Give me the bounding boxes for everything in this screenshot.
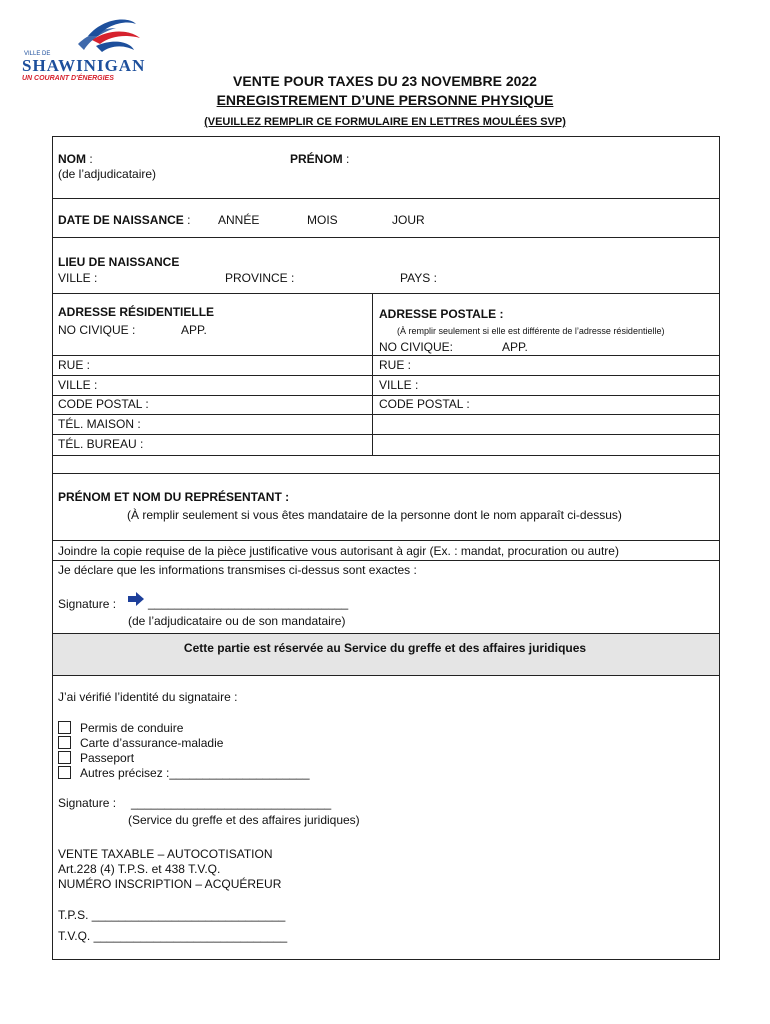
mois-field[interactable]: MOIS [307,213,338,227]
tax-line-1: VENTE TAXABLE – AUTOCOTISATION [58,847,273,861]
tvq-field[interactable]: T.V.Q. _____________________________ [58,929,288,943]
logo-tagline: UN COURANT D'ÉNERGIES [22,75,114,82]
permis-checkbox[interactable] [58,721,71,734]
postal-no-civique-field[interactable]: NO CIVIQUE: [379,340,454,354]
residential-title: ADRESSE RÉSIDENTIELLE [58,305,215,319]
verified-label: J’ai vérifié l’identité du signataire : [58,690,238,704]
logo-ville-de: VILLE DE [24,51,51,57]
form-title: VENTE POUR TAXES DU 23 NOVEMBRE 2022 [233,73,537,89]
birthdate-field[interactable]: DATE DE NAISSANCE : [58,213,191,227]
reserved-banner: Cette partie est réservée au Service du greffe et des affaires juridiques [183,641,587,655]
nom-note: (de l’adjudicataire) [58,167,157,181]
postal-code-postal-field[interactable]: CODE POSTAL : [379,397,470,411]
representative-note: (À remplir seulement si vous êtes mandataire de la personne dont le nom apparaît ci-dessus) [127,508,622,522]
res-app-field[interactable]: APP. [181,323,207,337]
res-rue-field[interactable]: RUE : [58,358,91,372]
postal-title: ADRESSE POSTALE : [379,307,504,321]
res-no-civique-field[interactable]: NO CIVIQUE : [58,323,136,337]
res-ville-field[interactable]: VILLE : [58,378,98,392]
signature-line[interactable]: ______________________________ [148,596,349,610]
logo-name: SHAWINIGAN [22,56,146,75]
service-signature-note: (Service du greffe et des affaires juridiques) [128,813,360,827]
postal-ville-field[interactable]: VILLE : [379,378,419,392]
birthplace-label: LIEU DE NAISSANCE [58,255,180,269]
jour-field[interactable]: JOUR [392,213,425,227]
assurance-maladie-label: Carte d’assurance-maladie [80,736,224,750]
postal-app-field[interactable]: APP. [502,340,528,354]
annee-field[interactable]: ANNÉE [218,213,260,227]
permis-label: Permis de conduire [80,721,184,735]
nom-field[interactable]: NOM : [58,152,93,166]
postal-rue-field[interactable]: RUE : [379,358,412,372]
autres-checkbox[interactable] [58,766,71,779]
form-subtitle: ENREGISTREMENT D’UNE PERSONNE PHYSIQUE [216,92,554,108]
passeport-label: Passeport [80,751,135,765]
tax-line-3: NUMÉRO INSCRIPTION – ACQUÉREUR [58,877,282,891]
form-instructions: (VEUILLEZ REMPLIR CE FORMULAIRE EN LETTRES MOULÉES SVP) [204,116,566,128]
declaration-text: Je déclare que les informations transmises ci-dessus sont exactes : [58,563,417,577]
tel-bureau-field[interactable]: TÉL. BUREAU : [58,437,144,451]
representative-title: PRÉNOM ET NOM DU REPRÉSENTANT : [58,490,290,504]
signature-label: Signature : [58,597,117,611]
service-signature-line[interactable]: ______________________________ [131,796,332,810]
tel-maison-field[interactable]: TÉL. MAISON : [58,417,141,431]
birth-pays-field[interactable]: PAYS : [400,271,437,285]
arrow-right-icon [127,592,145,609]
service-signature-label: Signature : [58,796,117,810]
tax-line-2: Art.228 (4) T.P.S. et 438 T.V.Q. [58,862,221,876]
autres-label[interactable]: Autres précisez :_____________________ [80,766,310,780]
tps-field[interactable]: T.P.S. _____________________________ [58,908,286,922]
postal-note: (À remplir seulement si elle est différente de l’adresse résidentielle) [397,326,665,336]
prenom-field[interactable]: PRÉNOM : [290,152,350,166]
signature-note: (de l’adjudicataire ou de son mandataire) [128,614,346,628]
assurance-maladie-checkbox[interactable] [58,736,71,749]
birth-ville-field[interactable]: VILLE : [58,271,98,285]
attach-instruction: Joindre la copie requise de la pièce justificative vous autorisant à agir (Ex. : mandat, procuration ou autre) [58,544,619,558]
birth-province-field[interactable]: PROVINCE : [225,271,295,285]
res-code-postal-field[interactable]: CODE POSTAL : [58,397,149,411]
passeport-checkbox[interactable] [58,751,71,764]
